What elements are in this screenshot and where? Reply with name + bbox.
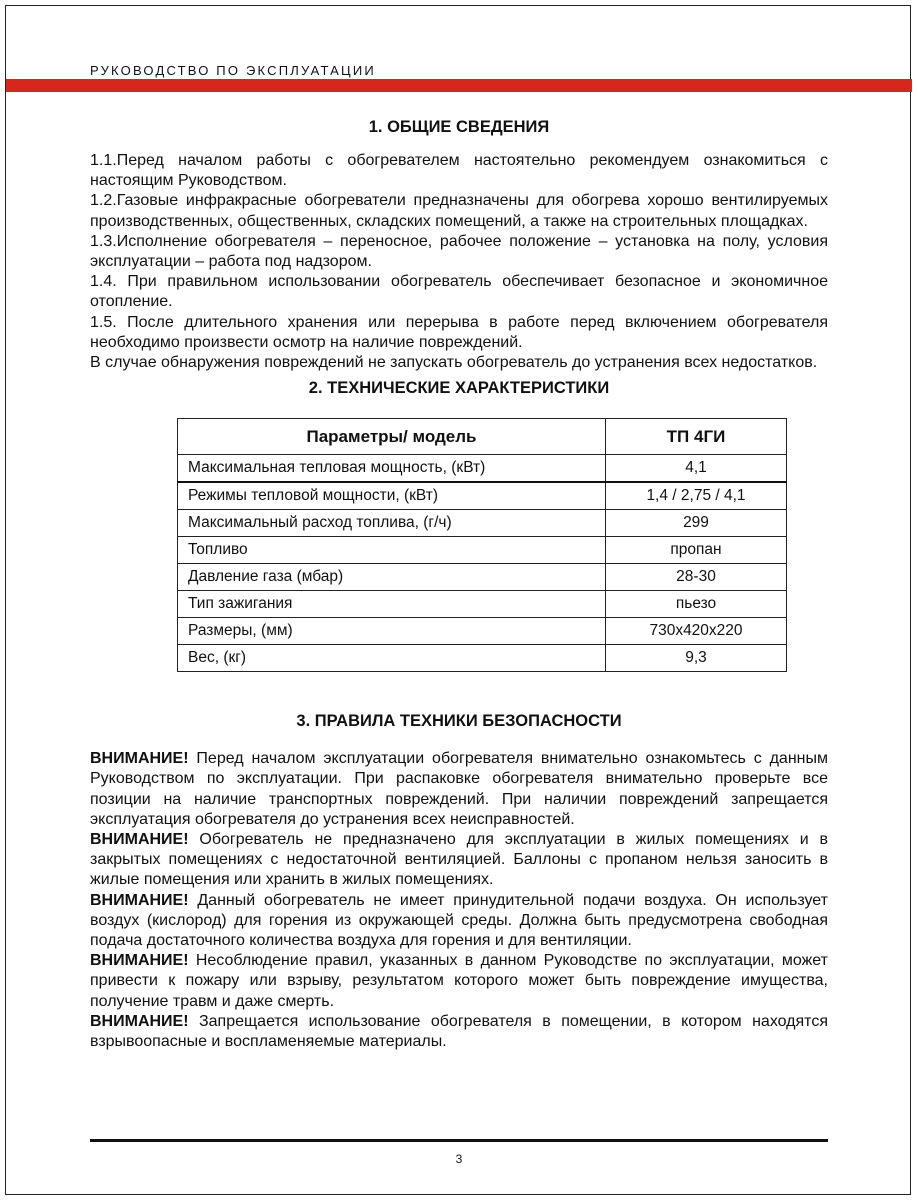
section-2-title: 2. ТЕХНИЧЕСКИЕ ХАРАКТЕРИСТИКИ xyxy=(308,379,610,398)
value-cell: пьезо xyxy=(606,591,787,618)
paragraph: 1.1.Перед началом работы с обогревателем настоятельно рекомендуем ознакомиться с настоящим Руководством. xyxy=(90,152,828,190)
table-row xyxy=(178,645,787,672)
param-cell: Максимальная тепловая мощность, (кВт) xyxy=(178,455,606,483)
value-cell: 299 xyxy=(606,510,787,537)
paragraph: 1.2.Газовые инфракрасные обогреватели предназначены для обогрева хорошо вентилируемых производственных, общественных, складских помещений, а также на строительных площадках. xyxy=(90,192,828,230)
table-row xyxy=(178,591,787,618)
param-cell: Размеры, (мм) xyxy=(178,618,606,645)
value-cell: 9,3 xyxy=(606,645,787,672)
header-cell: ТП 4ГИ xyxy=(606,419,787,455)
value-cell: 730х420х220 xyxy=(606,618,787,645)
table-row xyxy=(178,618,787,645)
section-3-title: 3. ПРАВИЛА ТЕХНИКИ БЕЗОПАСНОСТИ xyxy=(296,712,622,731)
header-cell: Параметры/ модель xyxy=(178,419,606,455)
warning-paragraph xyxy=(90,951,828,1012)
warning-label: ВНИМАНИЕ! xyxy=(90,1012,189,1030)
warning-paragraph xyxy=(90,749,828,830)
table-row xyxy=(178,455,787,483)
table-header-row xyxy=(178,419,787,455)
table-row xyxy=(178,482,787,510)
warning-text: Обогреватель не предназначено для эксплуатации в жилых помещениях и в закрытых помещениях с недостаточной вентиляцией. Баллоны с пропаном нельзя заносить в жилые помещения или хранить в жилых помещениях. xyxy=(90,831,828,889)
value-cell: 4,1 xyxy=(606,455,787,483)
header-red-bar xyxy=(6,79,912,92)
value-cell: 1,4 / 2,75 / 4,1 xyxy=(606,482,787,510)
page-number: 3 xyxy=(455,1152,463,1166)
param-cell: Вес, (кг) xyxy=(178,645,606,672)
paragraph: 1.3.Исполнение обогревателя – переносное, рабочее положение – установка на полу, условия эксплуатации – работа под надзором. xyxy=(90,232,828,271)
warning-text: Несоблюдение правил, указанных в данном Руководстве по эксплуатации, может привести к пожару или взрыву, результатом которого может быть повреждение имущества, получение травм и даже смерть. xyxy=(90,952,828,1010)
warning-paragraph xyxy=(90,891,828,952)
warning-text: Данный обогреватель не имеет принудительной подачи воздуха. Он использует воздух (кислород) для горения из окружающей среды. Должна быть предусмотрена свободная подача достаточного количества воздуха для горения и для вентиляции. xyxy=(90,891,828,950)
warning-text: Запрещается использование обогревателя в помещении, в котором находятся взрывоопасные и воспламеняемые материалы. xyxy=(90,1012,828,1051)
warning-paragraph xyxy=(90,1012,828,1052)
table-row xyxy=(178,537,787,564)
paragraph: 1.4. При правильном использовании обогреватель обеспечивает безопасное и экономичное отопление. xyxy=(90,273,828,311)
section-1-title: 1. ОБЩИЕ СВЕДЕНИЯ xyxy=(368,118,550,136)
warning-label: ВНИМАНИЕ! xyxy=(90,952,189,970)
paragraph: 1.5. После длительного хранения или перерыва в работе перед включением обогревателя необходимо произвести осмотр на наличие повреждений. xyxy=(90,313,828,351)
param-cell: Давление газа (мбар) xyxy=(178,564,606,591)
warning-label: ВНИМАНИЕ! xyxy=(90,831,189,849)
value-cell: пропан xyxy=(606,537,787,564)
value-cell: 28-30 xyxy=(606,564,787,591)
warning-label: ВНИМАНИЕ! xyxy=(90,891,189,909)
paragraph: В случае обнаружения повреждений не запускать обогреватель до устранения всех недостатков. xyxy=(90,354,818,372)
param-cell: Максимальный расход топлива, (г/ч) xyxy=(178,510,606,537)
running-title: РУКОВОДСТВО ПО ЭКСПЛУАТАЦИИ xyxy=(90,63,376,78)
footer-rule xyxy=(90,1139,828,1142)
page-content xyxy=(90,118,828,1052)
warning-text: Перед началом эксплуатации обогревателя внимательно ознакомьтесь с данным Руководством по эксплуатации. При распаковке обогревателя внимательно проверьте все позиции на наличие транспортных повреждений. При наличии повреждений запрещается эксплуатация обогревателя до устранения всех неисправностей. xyxy=(90,750,828,828)
table-row xyxy=(178,564,787,591)
table-row xyxy=(178,510,787,537)
specs-table xyxy=(177,418,787,672)
param-cell: Топливо xyxy=(178,537,606,564)
warning-paragraph xyxy=(90,830,828,891)
param-cell: Режимы тепловой мощности, (кВт) xyxy=(178,482,606,510)
warning-label: ВНИМАНИЕ! xyxy=(90,750,189,768)
param-cell: Тип зажигания xyxy=(178,591,606,618)
